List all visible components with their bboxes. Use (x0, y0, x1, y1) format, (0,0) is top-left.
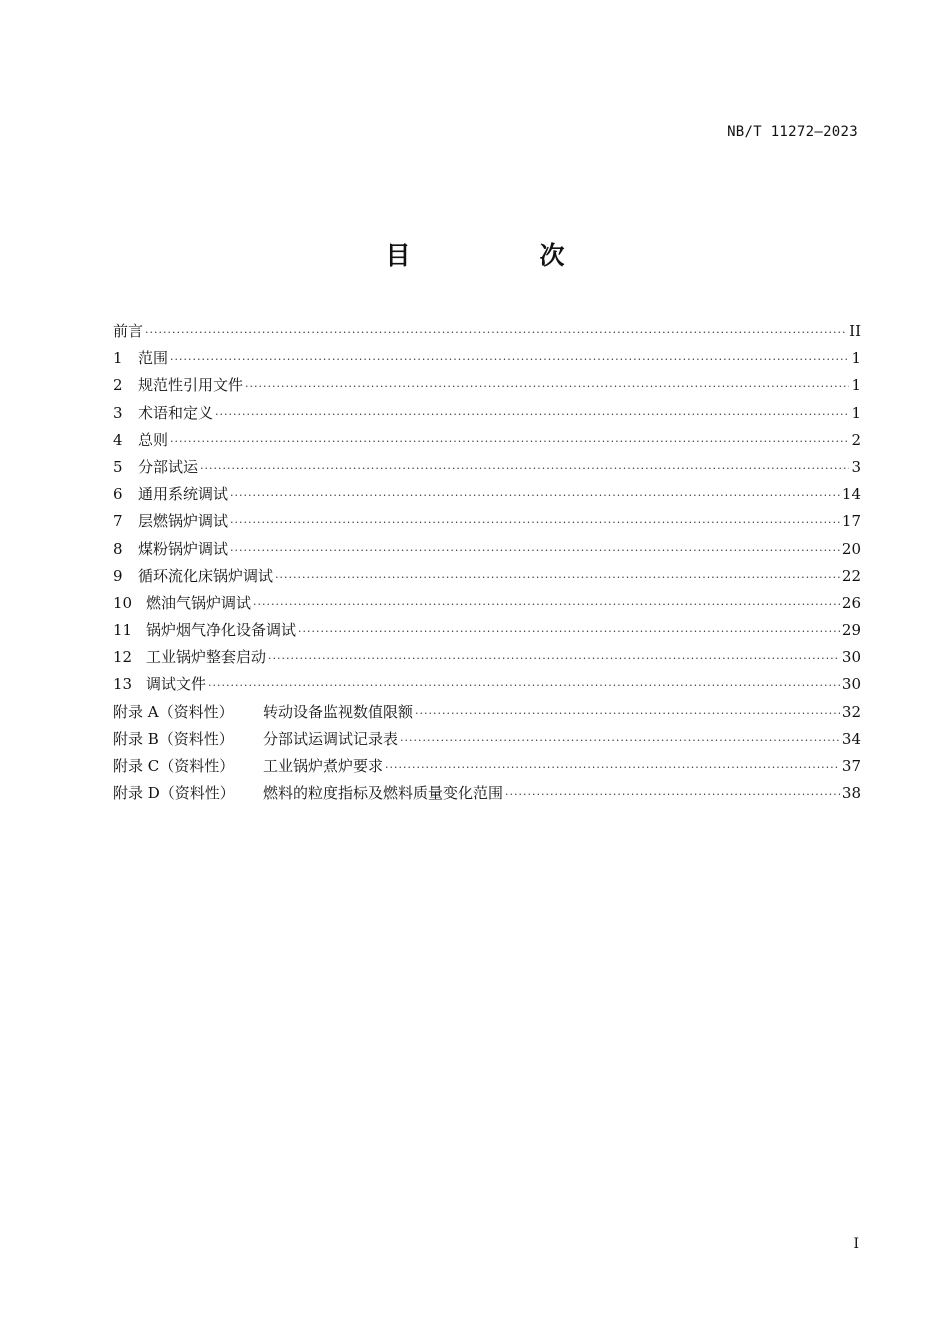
toc-entry-page: 34 (841, 729, 861, 748)
dot-leader (268, 645, 840, 672)
toc-entry-3[interactable] (113, 400, 861, 427)
dot-leader (415, 700, 840, 727)
toc-entry-appendix-b[interactable] (113, 726, 861, 753)
toc-entry-number: 附录 A（资料性） (113, 702, 234, 721)
toc-entry-label: 分部试运调试记录表 (263, 729, 399, 748)
toc-entry-page: 37 (841, 757, 861, 775)
toc-entry-number: 11 (113, 621, 133, 640)
toc-entry-label: 通用系统调试 (138, 485, 229, 504)
toc-entry-number: 13 (113, 675, 133, 694)
toc-entry-number: 4 (113, 430, 123, 449)
dot-leader (215, 401, 849, 428)
toc-entry-page: 22 (841, 566, 861, 585)
toc-entry-page: 20 (841, 539, 861, 558)
dot-leader (505, 781, 840, 808)
toc-entry-page: 2 (851, 430, 861, 449)
toc-entry-10[interactable] (113, 590, 861, 617)
toc-entry-11[interactable] (113, 617, 861, 644)
dot-leader (230, 509, 840, 536)
page-number: I (853, 1236, 859, 1252)
toc-entry-number: 8 (113, 539, 123, 558)
table-of-contents (113, 318, 861, 807)
toc-entry-1[interactable] (113, 345, 861, 372)
page-title: 目 次 (385, 241, 617, 270)
toc-entry-number: 附录 B（资料性） (113, 729, 234, 748)
toc-entry-12[interactable] (113, 644, 861, 671)
toc-entry-label: 燃油气锅炉调试 (146, 593, 252, 612)
toc-entry-appendix-a[interactable] (113, 699, 861, 726)
toc-entry-label: 总则 (138, 430, 169, 449)
toc-entry-number: 9 (113, 566, 123, 585)
toc-entry-label: 燃料的粒度指标及燃料质量变化范围 (263, 784, 504, 803)
toc-entry-page: 30 (841, 675, 861, 694)
toc-entry-number: 2 (113, 376, 123, 395)
toc-entry-number: 附录 D（资料性） (113, 784, 235, 803)
toc-entry-label: 分部试运 (138, 457, 199, 476)
toc-entry-page: 30 (841, 648, 861, 667)
toc-entry-page: 26 (841, 593, 861, 612)
toc-entry-label: 工业锅炉整套启动 (146, 648, 267, 667)
toc-entry-page: 1 (851, 349, 861, 368)
toc-entry-8[interactable] (113, 536, 861, 563)
toc-entry-label: 范围 (138, 349, 169, 368)
standard-code: NB/T 11272—2023 (727, 124, 858, 140)
toc-entry-appendix-c[interactable] (113, 753, 861, 780)
dot-leader (230, 482, 840, 509)
dot-leader (208, 672, 840, 699)
toc-entry-page: 1 (851, 376, 861, 395)
toc-entry-label: 工业锅炉煮炉要求 (263, 757, 384, 775)
dot-leader (200, 455, 849, 482)
toc-entry-page: 17 (841, 512, 861, 531)
toc-entry-page: 1 (851, 403, 861, 422)
toc-entry-number: 1 (113, 349, 123, 368)
toc-entry-foreword[interactable] (113, 318, 861, 345)
toc-entry-page: 29 (841, 621, 861, 640)
dot-leader (230, 537, 840, 564)
toc-entry-page: 14 (841, 485, 861, 504)
toc-entry-number: 7 (113, 512, 123, 531)
toc-entry-label: 循环流化床锅炉调试 (138, 566, 274, 585)
toc-entry-4[interactable] (113, 427, 861, 454)
dot-leader (298, 618, 840, 645)
dot-leader (385, 754, 840, 781)
toc-entry-page: 32 (841, 702, 861, 721)
toc-entry-label: 锅炉烟气净化设备调试 (146, 621, 297, 640)
toc-entry-2[interactable] (113, 372, 861, 399)
toc-entry-13[interactable] (113, 671, 861, 698)
toc-entry-page: II (849, 322, 861, 340)
dot-leader (275, 564, 840, 591)
dot-leader (170, 428, 849, 455)
toc-entry-label: 调试文件 (146, 675, 207, 694)
dot-leader (145, 319, 847, 346)
toc-entry-7[interactable] (113, 508, 861, 535)
toc-entry-label: 规范性引用文件 (138, 376, 244, 395)
toc-entry-number: 12 (113, 648, 133, 667)
dot-leader (170, 346, 849, 373)
dot-leader (253, 591, 840, 618)
toc-entry-9[interactable] (113, 563, 861, 590)
dot-leader (400, 727, 840, 754)
toc-entry-number: 10 (113, 593, 133, 612)
toc-entry-label: 转动设备监视数值限额 (263, 702, 414, 721)
toc-entry-page: 3 (851, 457, 861, 476)
toc-entry-label: 前言 (113, 322, 144, 340)
toc-entry-label: 术语和定义 (138, 403, 214, 422)
toc-entry-number: 附录 C（资料性） (113, 757, 235, 775)
toc-entry-page: 38 (841, 784, 861, 803)
toc-entry-number: 5 (113, 457, 123, 476)
dot-leader (245, 373, 849, 400)
toc-entry-label: 层燃锅炉调试 (138, 512, 229, 531)
toc-entry-number: 6 (113, 485, 123, 504)
toc-entry-5[interactable] (113, 454, 861, 481)
toc-entry-number: 3 (113, 403, 123, 422)
toc-entry-appendix-d[interactable] (113, 780, 861, 807)
toc-entry-6[interactable] (113, 481, 861, 508)
toc-entry-label: 煤粉锅炉调试 (138, 539, 229, 558)
